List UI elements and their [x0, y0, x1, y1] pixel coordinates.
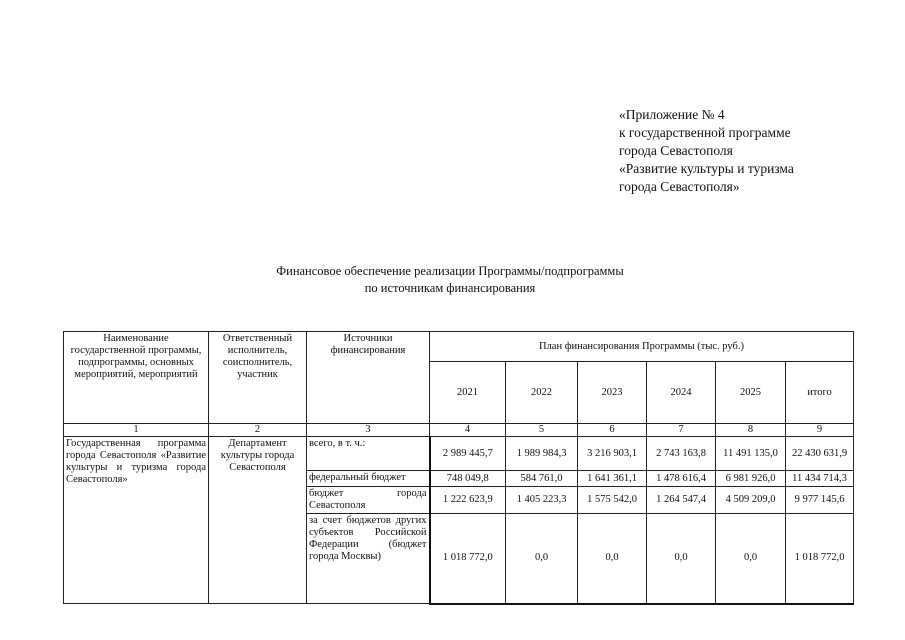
title-line-1: Финансовое обеспечение реализации Программы/подпрограммы	[276, 264, 624, 278]
value-cell: 9 977 145,6	[786, 487, 854, 514]
value-cell: 584 761,0	[506, 471, 578, 487]
column-number: 4	[430, 424, 506, 437]
appendix-line-3: города Севастополя	[619, 143, 733, 158]
value-cell: 1 575 542,0	[578, 487, 647, 514]
value-cell: 4 509 209,0	[716, 487, 786, 514]
table-row	[64, 437, 854, 471]
header-year-2024: 2024	[647, 362, 716, 424]
header-name: Наименование государственной программы, подпрограммы, основных мероприятий, мероприятий	[64, 332, 209, 424]
column-number: 7	[647, 424, 716, 437]
source-cell: бюджет города Севастополя	[307, 487, 430, 514]
value-cell: 0,0	[716, 514, 786, 604]
value-cell: 0,0	[578, 514, 647, 604]
header-plan: План финансирования Программы (тыс. руб.)	[430, 332, 854, 362]
header-year-2021: 2021	[430, 362, 506, 424]
source-cell: за счет бюджетов других субъектов Российской Федерации (бюджет города Москвы)	[307, 514, 430, 604]
header-sources: Источники финансирования	[307, 332, 430, 424]
column-number: 6	[578, 424, 647, 437]
header-year-2022: 2022	[506, 362, 578, 424]
value-cell: 0,0	[506, 514, 578, 604]
value-cell: 3 216 903,1	[578, 437, 647, 471]
program-name-cell: Государственная программа города Севастополя «Развитие культуры и туризма города Севастополя»	[64, 437, 209, 604]
source-cell: федеральный бюджет	[307, 471, 430, 487]
header-year-2025: 2025	[716, 362, 786, 424]
financing-table	[63, 331, 854, 605]
column-number: 3	[307, 424, 430, 437]
value-cell: 22 430 631,9	[786, 437, 854, 471]
appendix-line-5: города Севастополя»	[619, 179, 740, 194]
column-number: 2	[209, 424, 307, 437]
column-number: 9	[786, 424, 854, 437]
header-year-2023: 2023	[578, 362, 647, 424]
value-cell: 1 222 623,9	[430, 487, 506, 514]
column-number-row	[64, 424, 854, 437]
value-cell: 0,0	[647, 514, 716, 604]
source-cell: всего, в т. ч.:	[307, 437, 430, 471]
value-cell: 1 018 772,0	[430, 514, 506, 604]
value-cell: 1 264 547,4	[647, 487, 716, 514]
value-cell: 11 434 714,3	[786, 471, 854, 487]
value-cell: 11 491 135,0	[716, 437, 786, 471]
title-line-2: по источникам финансирования	[364, 281, 536, 295]
document-title	[150, 263, 750, 297]
appendix-line-4: «Развитие культуры и туризма	[619, 161, 794, 176]
value-cell: 1 641 361,1	[578, 471, 647, 487]
value-cell: 1 478 616,4	[647, 471, 716, 487]
appendix-line-2: к государственной программе	[619, 125, 791, 140]
header-total: итого	[786, 362, 854, 424]
value-cell: 1 018 772,0	[786, 514, 854, 604]
header-row-1	[64, 332, 854, 362]
appendix-line-1: «Приложение № 4	[619, 107, 725, 122]
value-cell: 748 049,8	[430, 471, 506, 487]
value-cell: 2 743 163,8	[647, 437, 716, 471]
value-cell: 1 405 223,3	[506, 487, 578, 514]
value-cell: 1 989 984,3	[506, 437, 578, 471]
column-number: 1	[64, 424, 209, 437]
appendix-header	[619, 106, 794, 196]
value-cell: 2 989 445,7	[430, 437, 506, 471]
value-cell: 6 981 926,0	[716, 471, 786, 487]
column-number: 8	[716, 424, 786, 437]
column-number: 5	[506, 424, 578, 437]
responsible-cell: Департамент культуры города Севастополя	[209, 437, 307, 604]
header-responsible: Ответственный исполнитель, соисполнитель, участник	[209, 332, 307, 424]
